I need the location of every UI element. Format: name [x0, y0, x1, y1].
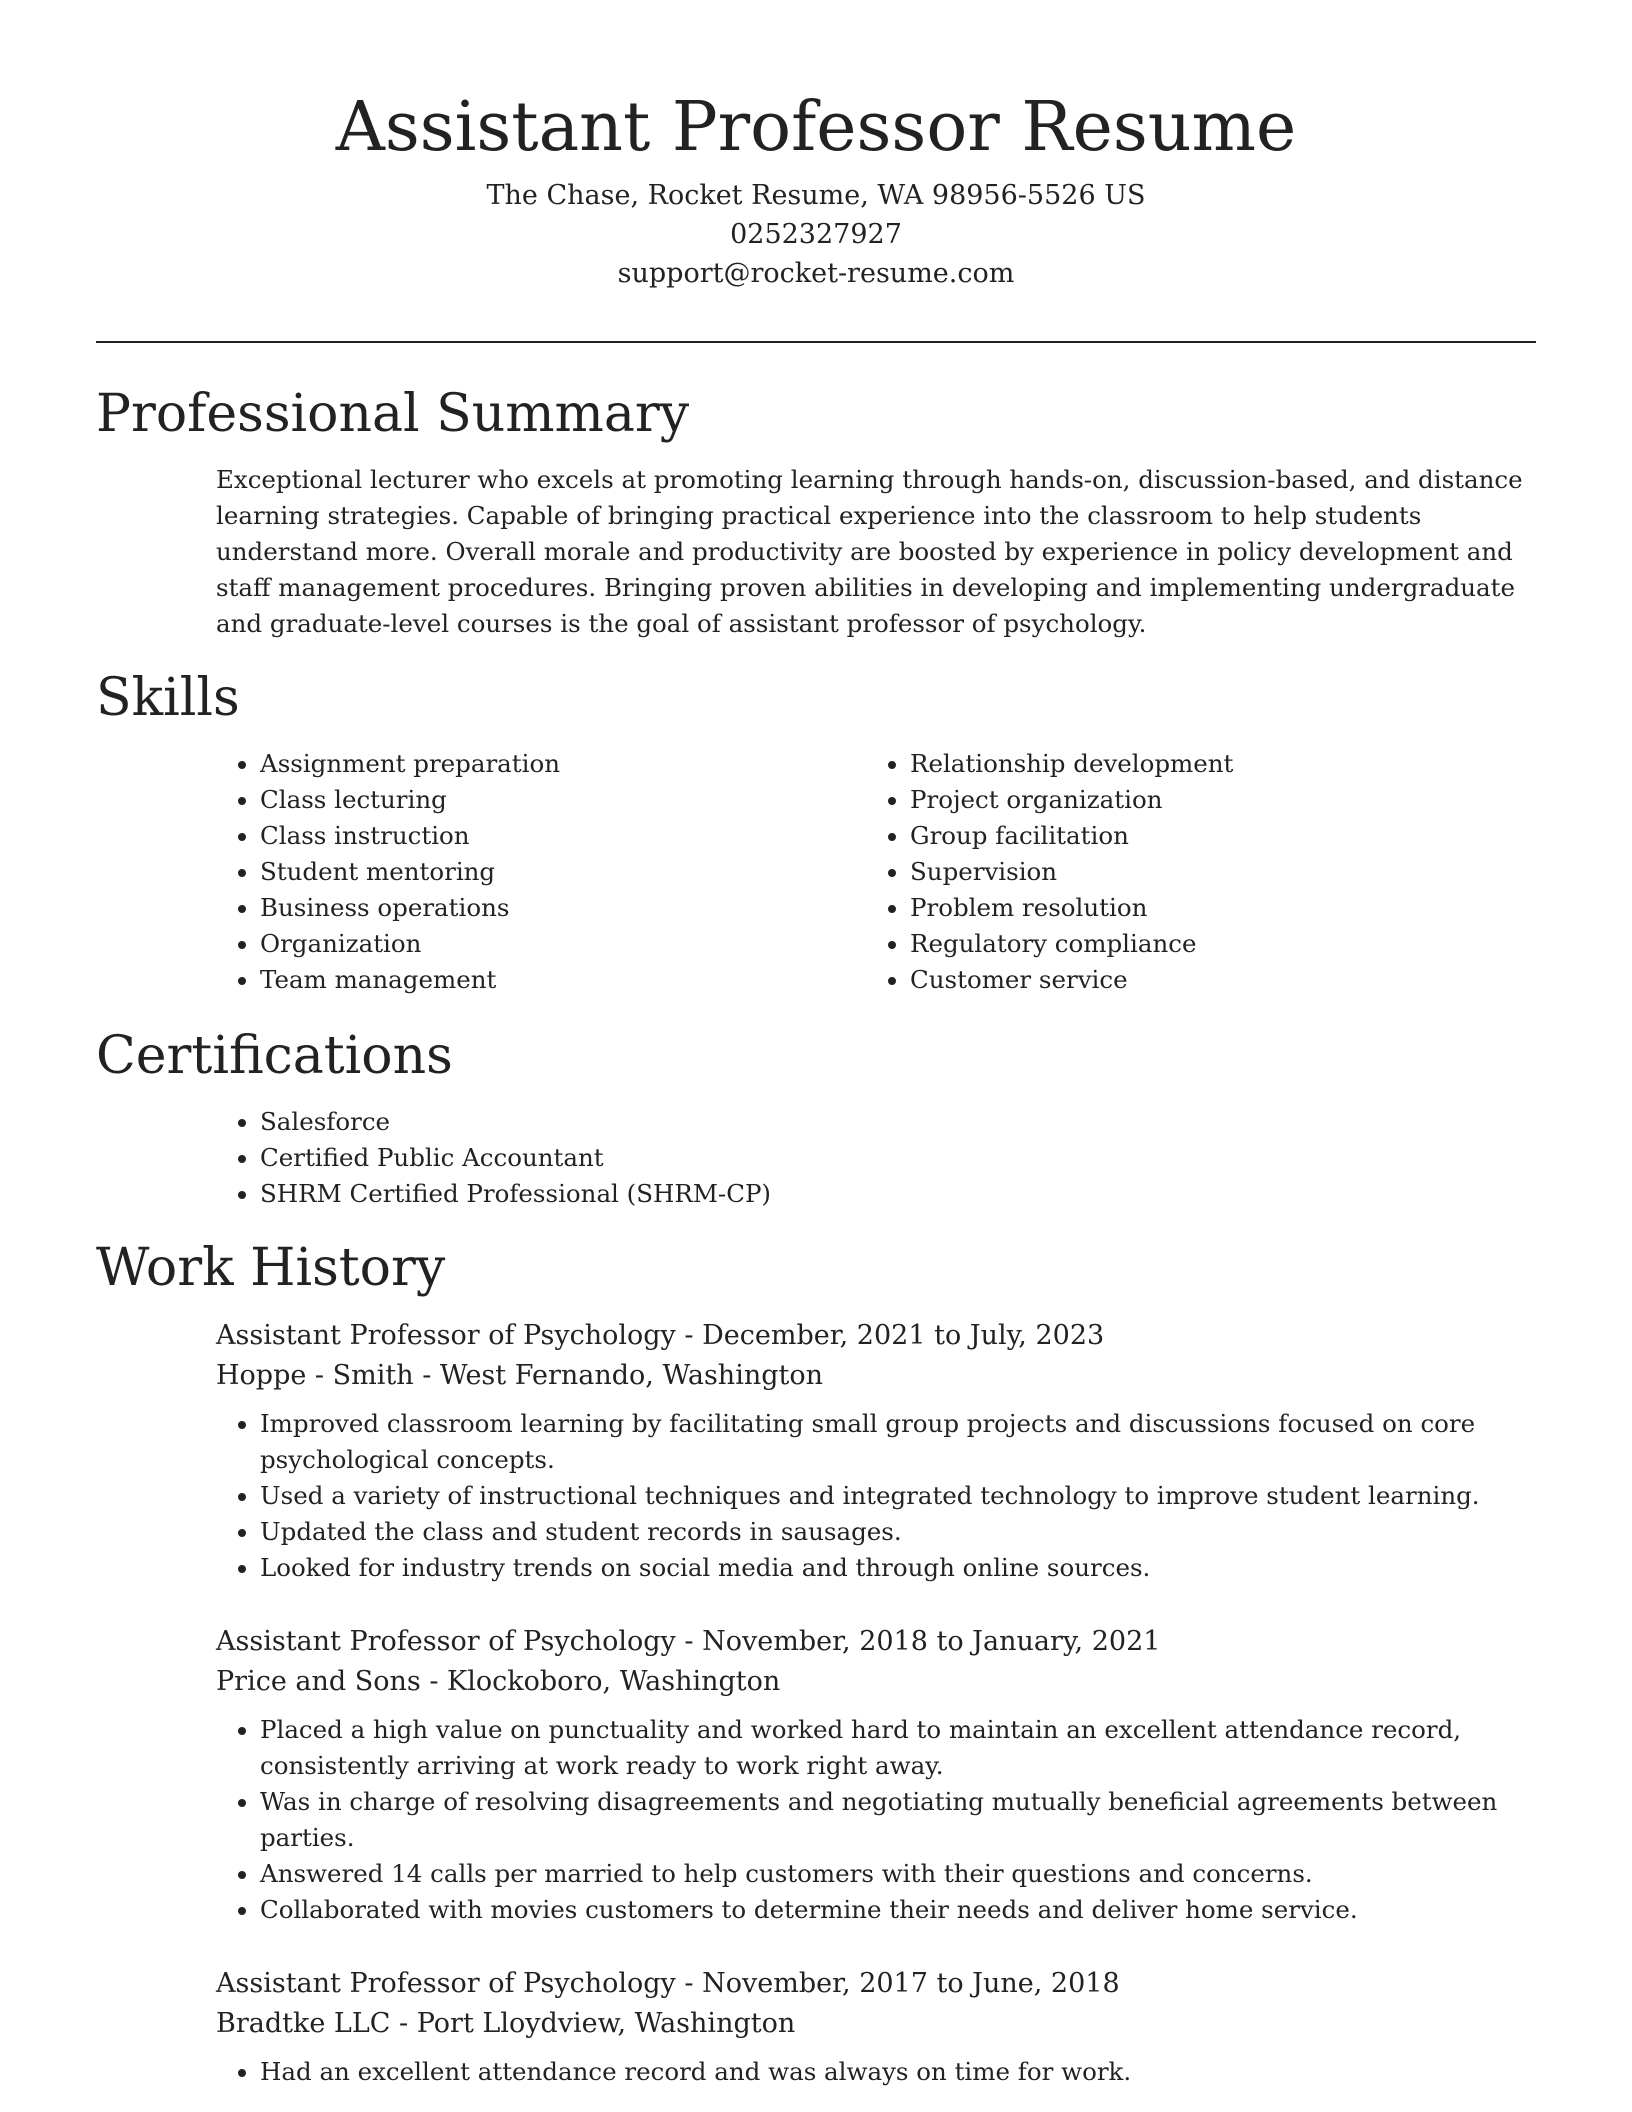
list-item: • Organization [260, 926, 816, 962]
certifications-list [216, 1104, 771, 1212]
skills-heading: Skills [96, 668, 240, 728]
job-employer: Bradtke LLC [216, 2008, 391, 2039]
list-item: • Regulatory compliance [910, 926, 1526, 962]
job-dates: December, 2021 to July, 2023 [702, 1320, 1105, 1351]
list-item: • Customer service [910, 962, 1526, 998]
list-item: • Placed a high value on punctuality and worked hard to maintain an excellent attendance record, consistently arriving at work ready to work right away. [260, 1712, 1536, 1784]
list-item: • Looked for industry trends on social media and through online sources. [260, 1550, 1536, 1586]
list-item: • Was in charge of resolving disagreements and negotiating mutually beneficial agreements between parties. [260, 1784, 1536, 1856]
list-item: • Used a variety of instructional techniques and integrated technology to improve student learning. [260, 1478, 1536, 1514]
job-employer-line: Bradtke LLC - Port Lloydview, Washington [216, 2008, 796, 2039]
resume-title: Assistant Professor Resume [335, 88, 1297, 167]
job-title-line: Assistant Professor of Psychology - November, 2017 to June, 2018 [216, 1968, 1120, 1999]
job-location: West Fernando, Washington [439, 1360, 823, 1391]
job-title: Assistant Professor of Psychology [216, 1968, 676, 1999]
work-history-heading: Work History [96, 1238, 446, 1298]
address: The Chase, Rocket Resume, WA 98956-5526 US [486, 180, 1146, 211]
certifications-heading: Certifications [96, 1026, 453, 1086]
job-employer-line: Hoppe - Smith - West Fernando, Washington [216, 1360, 823, 1391]
list-item: • Certified Public Accountant [260, 1140, 771, 1176]
list-item: • Class instruction [260, 818, 816, 854]
job-title-line: Assistant Professor of Psychology - December, 2021 to July, 2023 [216, 1320, 1105, 1351]
job-title: Assistant Professor of Psychology [216, 1626, 676, 1657]
email-address: support@rocket-resume.com [617, 258, 1015, 289]
list-item: • Group facilitation [910, 818, 1526, 854]
list-item: • Had an excellent attendance record and was always on time for work. [260, 2054, 1536, 2090]
list-item: • Relationship development [910, 746, 1526, 782]
list-item: • Project organization [910, 782, 1526, 818]
list-item: • Team management [260, 962, 816, 998]
job-title: Assistant Professor of Psychology [216, 1320, 676, 1351]
list-item: • Business operations [260, 890, 816, 926]
job-entry [216, 1316, 1536, 1586]
job-dates: November, 2018 to January, 2021 [702, 1626, 1161, 1657]
skills-right-column [866, 746, 1526, 998]
job-location: Klockoboro, Washington [447, 1666, 781, 1697]
job-employer: Hoppe - Smith [216, 1360, 414, 1391]
header-divider [96, 341, 1536, 343]
list-item: • Updated the class and student records in sausages. [260, 1514, 1536, 1550]
list-item: • Answered 14 calls per married to help customers with their questions and concerns. [260, 1856, 1536, 1892]
list-item: • SHRM Certified Professional (SHRM-CP) [260, 1176, 771, 1212]
job-location: Port Lloydview, Washington [416, 2008, 796, 2039]
summary-text: Exceptional lecturer who excels at promoting learning through hands-on, discussion-based, and distance learning strategies. Capable of bringing practical experience into the classroom to help students understand more. Overall morale and productivity are boosted by experience in policy development and staff management procedures. Bringing proven abilities in developing and implementing undergraduate and graduate-level courses is the goal of assistant professor of psychology. [216, 465, 1523, 638]
job-title-line: Assistant Professor of Psychology - November, 2018 to January, 2021 [216, 1626, 1161, 1657]
summary-heading: Professional Summary [96, 384, 690, 444]
list-item: • Class lecturing [260, 782, 816, 818]
list-item: • Salesforce [260, 1104, 771, 1140]
job-employer-line: Price and Sons - Klockoboro, Washington [216, 1666, 781, 1697]
job-dates: November, 2017 to June, 2018 [702, 1968, 1120, 1999]
list-item: • Assignment preparation [260, 746, 816, 782]
phone-number: 0252327927 [730, 219, 902, 250]
skills-left-column [216, 746, 816, 998]
job-entry [216, 1622, 1536, 1928]
list-item: • Problem resolution [910, 890, 1526, 926]
list-item: • Supervision [910, 854, 1526, 890]
resume-header [96, 80, 1536, 293]
job-entry [216, 1964, 1536, 2090]
list-item: • Improved classroom learning by facilitating small group projects and discussions focused on core psychological concepts. [260, 1406, 1536, 1478]
list-item: • Student mentoring [260, 854, 816, 890]
job-employer: Price and Sons [216, 1666, 421, 1697]
list-item: • Collaborated with movies customers to determine their needs and deliver home service. [260, 1892, 1536, 1928]
